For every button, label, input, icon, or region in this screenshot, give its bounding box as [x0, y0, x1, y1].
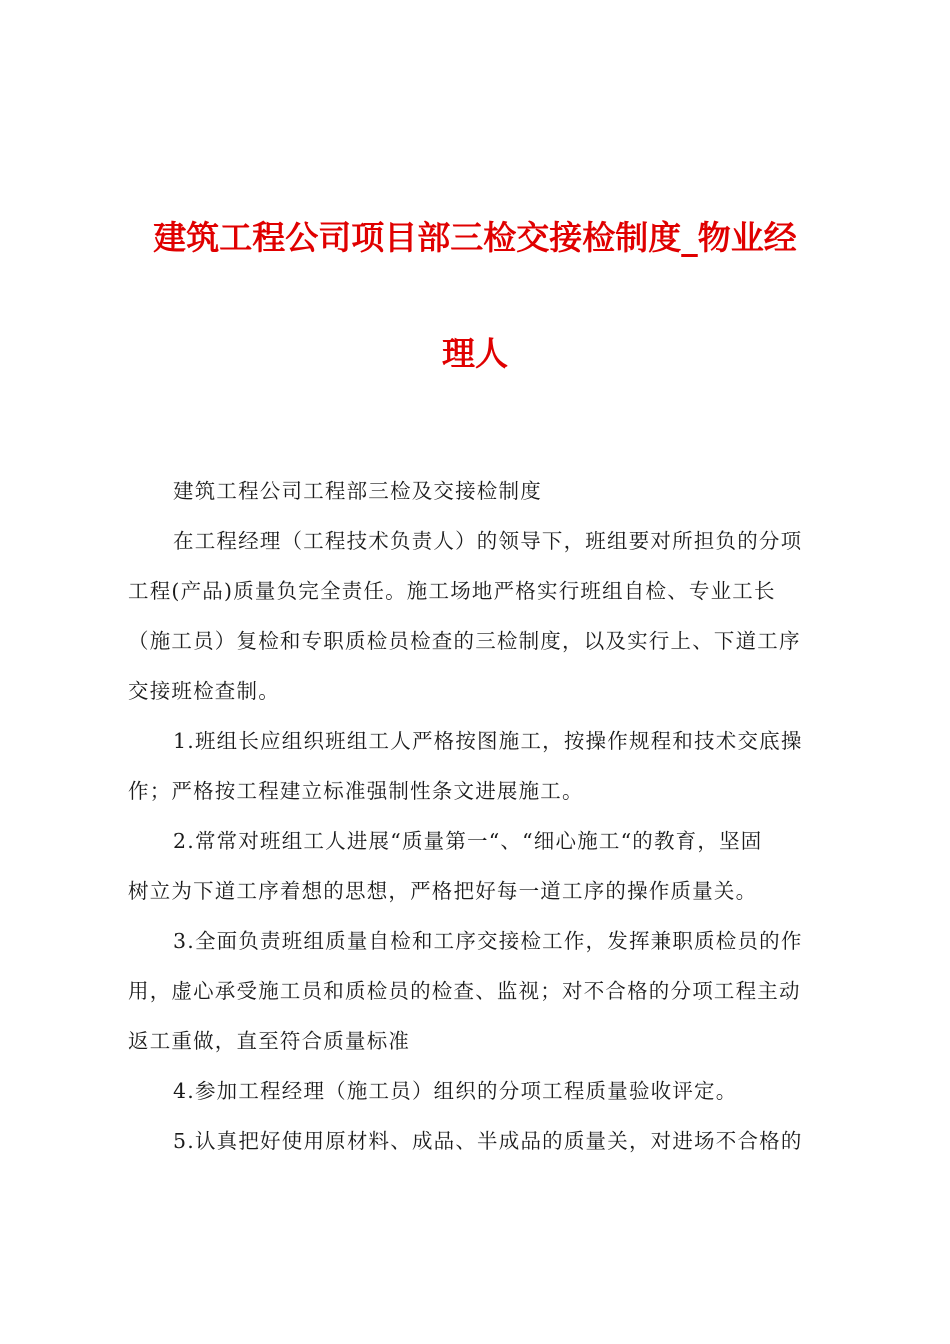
text-line: 用，虚心承受施工员和质检员的检查、监视；对不合格的分项工程主动 [128, 979, 801, 1003]
paragraph-item-2 [128, 816, 834, 916]
text-line: 交接班检查制。 [128, 679, 280, 703]
text-line: （施工员）复检和专职质检员检查的三检制度，以及实行上、下道工序 [128, 629, 801, 653]
document-title-line-2: 理人 [442, 334, 508, 373]
text-line: 2.常常对班组工人进展“质量第一“、“细心施工“的教育，坚固 [173, 829, 763, 853]
text-line: 建筑工程公司工程部三检及交接检制度 [173, 479, 542, 503]
paragraph-item-3 [128, 916, 834, 1066]
text-line: 5.认真把好使用原材料、成品、半成品的质量关，对进场不合格的 [173, 1129, 803, 1153]
text-line: 1.班组长应组织班组工人严格按图施工，按操作规程和技术交底操 [173, 729, 803, 753]
text-line: 3.全面负责班组质量自检和工序交接检工作，发挥兼职质检员的作 [173, 929, 803, 953]
text-line: 在工程经理（工程技术负责人）的领导下，班组要对所担负的分项 [173, 529, 803, 553]
text-line: 作；严格按工程建立标准强制性条文进展施工。 [128, 779, 584, 803]
text-line: 工程(产品)质量负完全责任。施工场地严格实行班组自检、专业工长 [128, 579, 776, 603]
paragraph-heading [128, 466, 834, 516]
paragraph-intro [128, 516, 834, 716]
text-line: 返工重做，直至符合质量标准 [128, 1029, 411, 1053]
paragraph-item-4 [128, 1066, 834, 1116]
document-body [128, 466, 834, 1166]
text-line: 树立为下道工序着想的思想，严格把好每一道工序的操作质量关。 [128, 879, 758, 903]
text-line: 4.参加工程经理（施工员）组织的分项工程质量验收评定。 [173, 1079, 738, 1103]
paragraph-item-1 [128, 716, 834, 816]
paragraph-item-5 [128, 1116, 834, 1166]
document-title-line-1: 建筑工程公司项目部三检交接检制度_物业经 [153, 218, 797, 257]
